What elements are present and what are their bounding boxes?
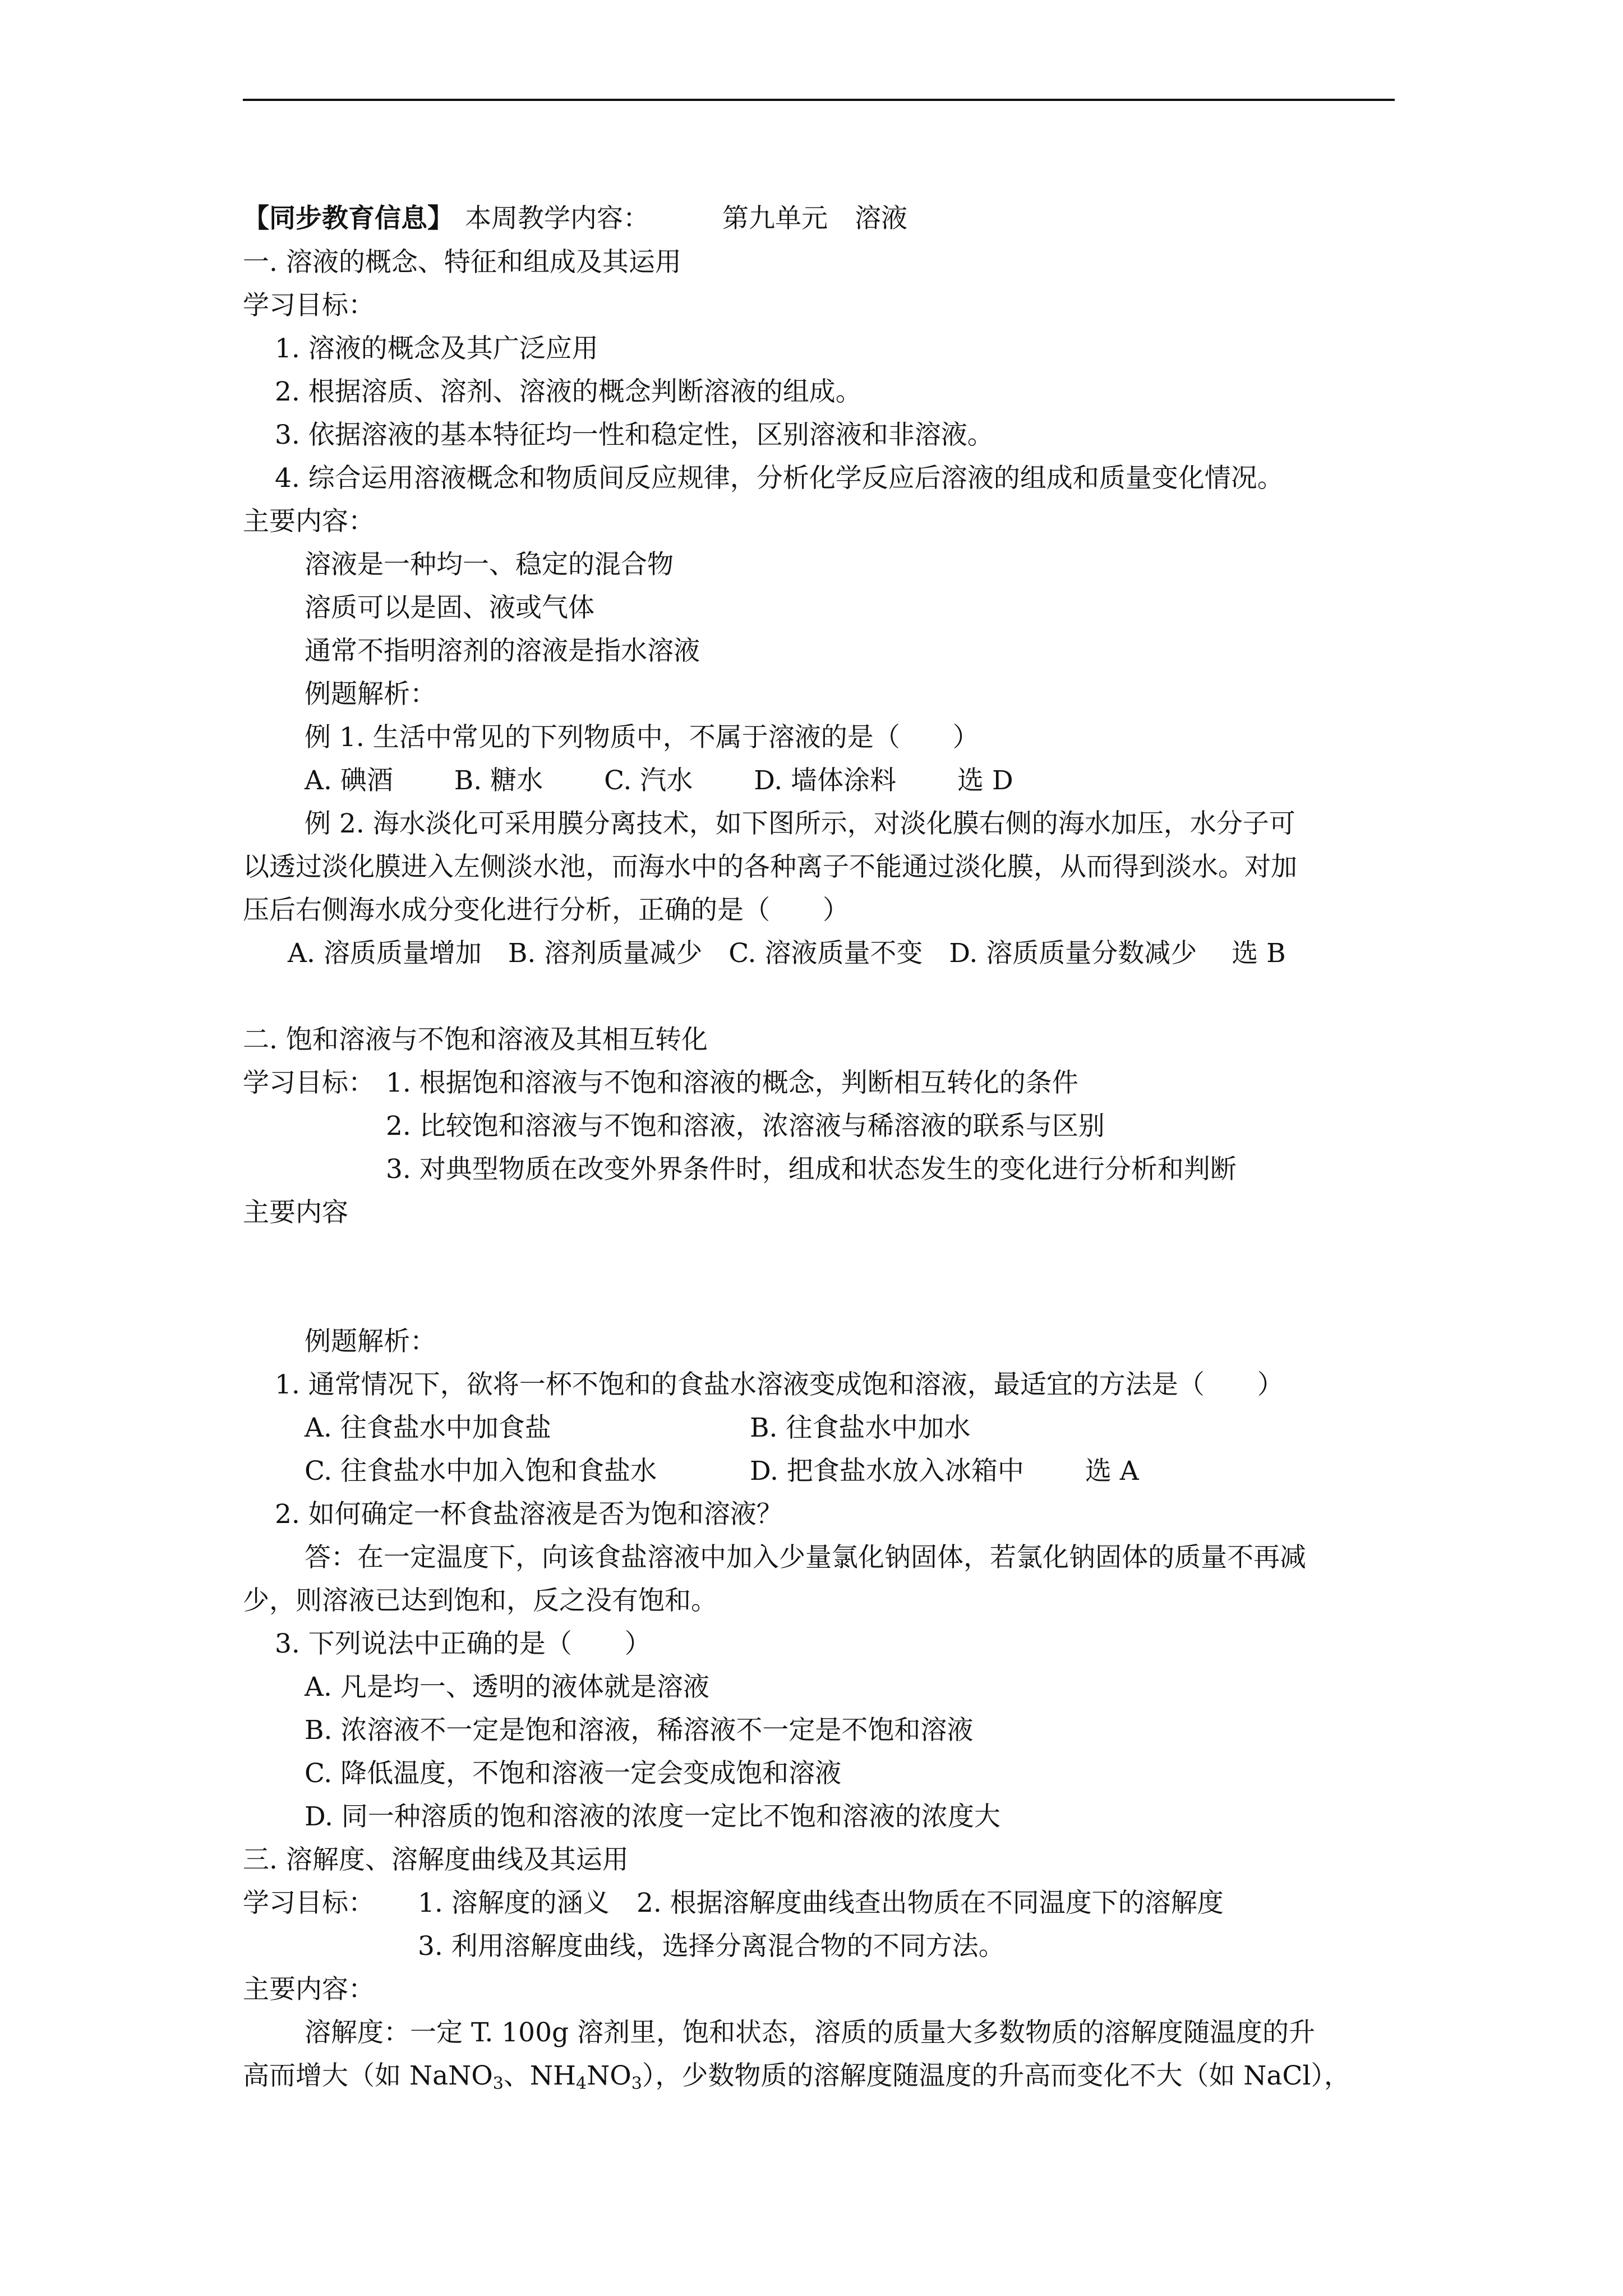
section2-q3-option-d: D. 同一种溶质的饱和溶液的浓度一定比不饱和溶液的浓度大: [305, 1801, 1000, 1832]
para2-sub-1: 3: [492, 2074, 504, 2093]
section1-content-1: 溶液是一种均一、稳定的混合物: [305, 549, 674, 580]
header-week-label: 本周教学内容：: [465, 203, 649, 234]
section2-goal-3: 3. 对典型物质在改变外界条件时，组成和状态发生的变化进行分析和判断: [386, 1154, 1237, 1185]
section2-content-label: 主要内容: [243, 1197, 348, 1228]
section3-content-label: 主要内容：: [243, 1974, 375, 2005]
section2-q1-option-c: C. 往食盐水中加入饱和食盐水: [305, 1456, 657, 1487]
section2-q3-option-a: A. 凡是均一、透明的液体就是溶液: [305, 1672, 709, 1703]
section1-goal-3: 3. 依据溶液的基本特征均一性和稳定性，区别溶液和非溶液。: [275, 420, 994, 450]
section3-goals-label: 学习目标：: [243, 1888, 375, 1918]
section3-paragraph-1: 溶解度：一定 T. 100g 溶剂里，饱和状态，溶质的质量大多数物质的溶解度随温度的升: [305, 2017, 1315, 2048]
section2-goal-1: 1. 根据饱和溶液与不饱和溶液的概念，判断相互转化的条件: [386, 1068, 1078, 1098]
section1-content-label: 主要内容：: [243, 506, 375, 537]
section2-q2: 2. 如何确定一杯食盐溶液是否为饱和溶液？: [275, 1499, 783, 1530]
section2-q3-option-b: B. 浓溶液不一定是饱和溶液，稀溶液不一定是不饱和溶液: [305, 1715, 974, 1746]
example2-line-1: 例 2. 海水淡化可采用膜分离技术，如下图所示，对淡化膜右侧的海水加压，水分子可: [305, 808, 1295, 839]
doc-header: [243, 202, 907, 236]
para2-sub-2: 4: [575, 2074, 587, 2093]
section3-goal-1: 1. 溶解度的涵义: [418, 1888, 610, 1918]
section2-q2-answer-1: 答：在一定温度下，向该食盐溶液中加入少量氯化钠固体，若氯化钠固体的质量不再减: [305, 1542, 1306, 1573]
section1-content-2: 溶质可以是固、液或气体: [305, 592, 594, 623]
example2-line-2: 以透过淡化膜进入左侧淡水池，而海水中的各种离子不能通过淡化膜，从而得到淡水。对加: [243, 852, 1297, 882]
section3-title: 三. 溶解度、溶解度曲线及其运用: [243, 1844, 629, 1875]
para2-sub-3: 3: [631, 2074, 642, 2093]
section1-content-3: 通常不指明溶剂的溶液是指水溶液: [305, 636, 700, 666]
para2-text-d: ），少数物质的溶解度随温度的升高而变化不大（如 NaCl），: [642, 2060, 1350, 2091]
example1-options: A. 碘酒 B. 糖水 C. 汽水 D. 墙体涂料 选 D: [305, 765, 1013, 796]
example2-options: A. 溶质质量增加 B. 溶剂质量减少 C. 溶液质量不变 D. 溶质质量分数减少 选 B: [288, 938, 1286, 969]
section2-q3: 3. 下列说法中正确的是（ ）: [275, 1628, 651, 1659]
section1-goal-1: 1. 溶液的概念及其广泛应用: [275, 333, 598, 364]
header-rule: [243, 99, 1395, 101]
example1-question: 例 1. 生活中常见的下列物质中，不属于溶液的是（ ）: [305, 722, 979, 753]
section2-examples-label: 例题解析：: [305, 1326, 436, 1357]
header-unit: 第九单元: [722, 203, 828, 234]
section2-goal-2: 2. 比较饱和溶液与不饱和溶液，浓溶液与稀溶液的联系与区别: [386, 1111, 1105, 1142]
section1-goal-4: 4. 综合运用溶液概念和物质间反应规律，分析化学反应后溶液的组成和质量变化情况。: [275, 463, 1284, 494]
section2-q1-option-b: B. 往食盐水中加水: [750, 1412, 971, 1443]
section2-title: 二. 饱和溶液与不饱和溶液及其相互转化: [243, 1024, 708, 1055]
section1-title: 一. 溶液的概念、特征和组成及其运用: [243, 247, 681, 278]
section1-examples-label: 例题解析：: [305, 679, 436, 710]
para2-text-c: NO: [587, 2060, 631, 2091]
section2-q2-answer-2: 少，则溶液已达到饱和，反之没有饱和。: [243, 1585, 717, 1616]
para2-text-a: 高而增大（如 NaNO: [243, 2060, 493, 2091]
header-bracket-title: 【同步教育信息】: [243, 203, 454, 234]
section3-goal-3: 3. 利用溶解度曲线，选择分离混合物的不同方法。: [418, 1931, 1005, 1962]
section3-paragraph-2: [243, 2059, 1350, 2093]
example2-line-3: 压后右侧海水成分变化进行分析，正确的是（ ）: [243, 895, 849, 926]
section2-goals-label: 学习目标：: [243, 1068, 375, 1098]
section2-q1-option-a: A. 往食盐水中加食盐: [305, 1412, 551, 1443]
section2-q3-option-c: C. 降低温度，不饱和溶液一定会变成饱和溶液: [305, 1758, 842, 1789]
section1-goal-2: 2. 根据溶质、溶剂、溶液的概念判断溶液的组成。: [275, 376, 862, 407]
section2-q1: 1. 通常情况下，欲将一杯不饱和的食盐水溶液变成饱和溶液，最适宜的方法是（ ）: [275, 1369, 1284, 1400]
header-topic: 溶液: [855, 203, 907, 234]
section2-q1-option-d: D. 把食盐水放入冰箱中 选 A: [750, 1456, 1139, 1487]
section1-goals-label: 学习目标：: [243, 290, 375, 321]
para2-text-b: 、NH: [503, 2060, 576, 2091]
section3-goal-2: 2. 根据溶解度曲线查出物质在不同温度下的溶解度: [637, 1888, 1224, 1918]
